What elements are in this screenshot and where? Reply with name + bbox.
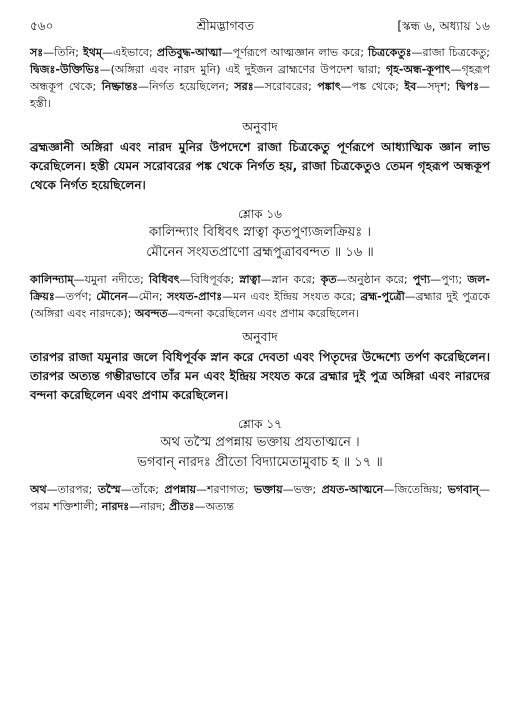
synonyms-block-16 (30, 271, 490, 322)
synonym-meaning: —পঙ্ক থেকে; (340, 80, 405, 93)
synonym-word: প্রতিবুদ্ধ-আত্মা (156, 46, 222, 59)
synonym-meaning: —সদৃশ; (416, 80, 456, 93)
synonym-meaning: —সরোবরের; (253, 80, 318, 93)
synonym-word: জল-ক্রিয়ঃ (30, 273, 490, 303)
synonym-meaning: —তর্পণ; (54, 290, 97, 303)
synonym-meaning: —এইভাবে; (101, 46, 157, 59)
verse-text-16 (30, 223, 490, 263)
synonym-meaning: —স্নান করে; (260, 273, 321, 286)
translation-paragraph-16: তারপর রাজা যমুনার জলে বিধিপূর্বক স্নান করে দেবতা এবং পিতৃদের উদ্দেশ্যে তর্পণ করেছিলেন। তারপর অত্যন্ত গম্ভীরভাবে তাঁর মন এবং ইন্দ্রিয় সংযত করে ব্রহ্মার দুই পুত্র অঙ্গিরা এবং নারদের বন্দনা করেছিলেন এবং প্রণাম করেছিলেন। (30, 350, 490, 402)
synonym-meaning: —পুণ্য; (430, 273, 468, 286)
synonym-word: ভক্তায় (254, 483, 283, 496)
synonym-word: অবন্দত (134, 307, 168, 320)
verse-text-17 (30, 433, 490, 473)
synonym-word: গৃহ-অন্ধ-কূপাৎ (385, 63, 451, 76)
synonym-word: ব্রহ্ম-পুত্রৌ (360, 290, 405, 303)
synonym-word: সংযত-প্রাণঃ (167, 290, 223, 303)
synonym-meaning: —রাজা চিত্রকেতু; (411, 46, 490, 59)
synonym-word: প্রযত-আত্মনে (321, 483, 384, 496)
verse-line: কালিন্দ্যাং বিধিবৎ স্নাত্বা কৃতপুণ্যজলক্রিয়ঃ । (149, 225, 371, 240)
synonym-meaning: —ভক্ত; (282, 483, 322, 496)
synonym-word: প্রীতঃ (168, 500, 195, 513)
translation-heading: অনুবাদ (242, 119, 278, 134)
synonym-word: নিষ্ক্রান্তঃ (101, 80, 138, 93)
synonym-word: অথ (30, 483, 47, 496)
page-header (30, 18, 490, 36)
synonym-word: ইব (404, 80, 417, 93)
synonym-meaning: —ব্রহ্মার দুই পুত্রকে (অঙ্গিরা এবং নারদকে); (30, 290, 490, 320)
synonym-word: মৌনেন (96, 290, 128, 303)
synonym-word: তস্মৈ (97, 483, 121, 496)
synonym-word: নারদঃ (101, 500, 130, 513)
page-number: ৫৬০ (30, 19, 54, 33)
synonym-meaning: —মন এবং ইন্দ্রিয় সংযত করে; (222, 290, 361, 303)
translation-paragraph-15: ব্রহ্মজ্ঞানী অঙ্গিরা এবং নারদ মুনির উপদেশে রাজা চিত্রকেতু পূর্ণরূপে আধ্যাত্মিক জ্ঞান লাভ করেছিলেন। হস্তী যেমন সরোবরের পঙ্ক থেকে নির্গত হয়, রাজা চিত্রকেতুও তেমন গৃহরূপ অন্ধকূপ থেকে নির্গত হয়েছিলেন। (30, 140, 490, 192)
verse-number-17: শ্লোক ১৭ (238, 417, 282, 431)
synonym-word: চিত্রকেতুঃ (368, 46, 412, 59)
synonym-meaning: —বিধিপূর্বক; (179, 273, 240, 286)
synonym-word: ইথম্ (83, 46, 102, 59)
synonym-meaning: —তিনি; (43, 46, 83, 59)
synonym-meaning: —তাঁকে; (120, 483, 165, 496)
synonym-meaning: —জিতেন্দ্রিয়; (383, 483, 448, 496)
synonym-word: প্রপন্নায় (164, 483, 197, 496)
synonym-word: পুণ্য (412, 273, 431, 286)
synonym-meaning: —নির্গত হয়েছিলেন; (137, 80, 235, 93)
synonyms-block-15 (30, 44, 490, 112)
synonym-meaning: —নারদ; (129, 500, 169, 513)
synonym-word: দ্বিজঃ-উক্তিভিঃ (30, 63, 100, 76)
synonym-word: কালিন্দ্যাম্ (30, 273, 74, 286)
synonym-word: বিধিবৎ (149, 273, 180, 286)
synonym-meaning: —(অঙ্গিরা এবং নারদ মুনি) এই দুইজন ব্রাহ্মণের উপদেশ দ্বারা; (99, 63, 386, 76)
synonym-meaning: —যমুনা নদীতে; (73, 273, 150, 286)
synonym-word: সরঃ (234, 80, 254, 93)
document-page (30, 18, 490, 515)
synonym-word: পঙ্কাৎ (317, 80, 341, 93)
synonym-meaning: —পরম শক্তিশালী; (30, 483, 491, 513)
verse-line: ভগবান্ নারদঃ প্রীতো বিদ্যামেতামুবাচ হ ॥ ১৭ ॥ (137, 455, 383, 470)
book-title: শ্রীমদ্ভাগবত (196, 18, 255, 33)
synonym-meaning: —পূর্ণরূপে আত্মজ্ঞান লাভ করে; (221, 46, 369, 59)
verse-line: অথ তস্মৈ প্রপন্নায় ভক্তায় প্রযতাত্মনে । (160, 435, 360, 450)
synonym-meaning: —মৌন; (127, 290, 168, 303)
synonyms-block-17 (30, 481, 490, 515)
synonym-meaning: —শরণাগত; (196, 483, 255, 496)
synonym-meaning: —হস্তী। (30, 80, 490, 110)
synonym-meaning: —অত্যন্ত (194, 500, 235, 513)
translation-heading: অনুবাদ (242, 329, 278, 344)
verse-number-16: শ্লোক ১৬ (238, 207, 282, 221)
synonym-meaning: —তারপর; (46, 483, 98, 496)
chapter-reference: [স্কন্ধ ৬, অধ্যায় ১৬ (397, 19, 490, 33)
synonym-meaning: —গৃহরূপ অন্ধকূপ থেকে; (30, 63, 490, 93)
synonym-word: সঃ (30, 46, 44, 59)
synonym-word: দ্বিপঃ (455, 80, 479, 93)
synonym-meaning: —অনুষ্ঠান করে; (336, 273, 413, 286)
verse-line: মৌনেন সংযতপ্রাণো ব্রহ্মপুত্রাববন্দত ॥ ১৬ ॥ (146, 245, 374, 260)
synonym-meaning: —বন্দনা করেছিলেন এবং প্রণাম করেছিলেন। (167, 307, 359, 320)
synonym-word: ভগবান্ (447, 483, 480, 496)
synonym-word: কৃত (320, 273, 337, 286)
synonym-word: স্নাত্বা (239, 273, 261, 286)
